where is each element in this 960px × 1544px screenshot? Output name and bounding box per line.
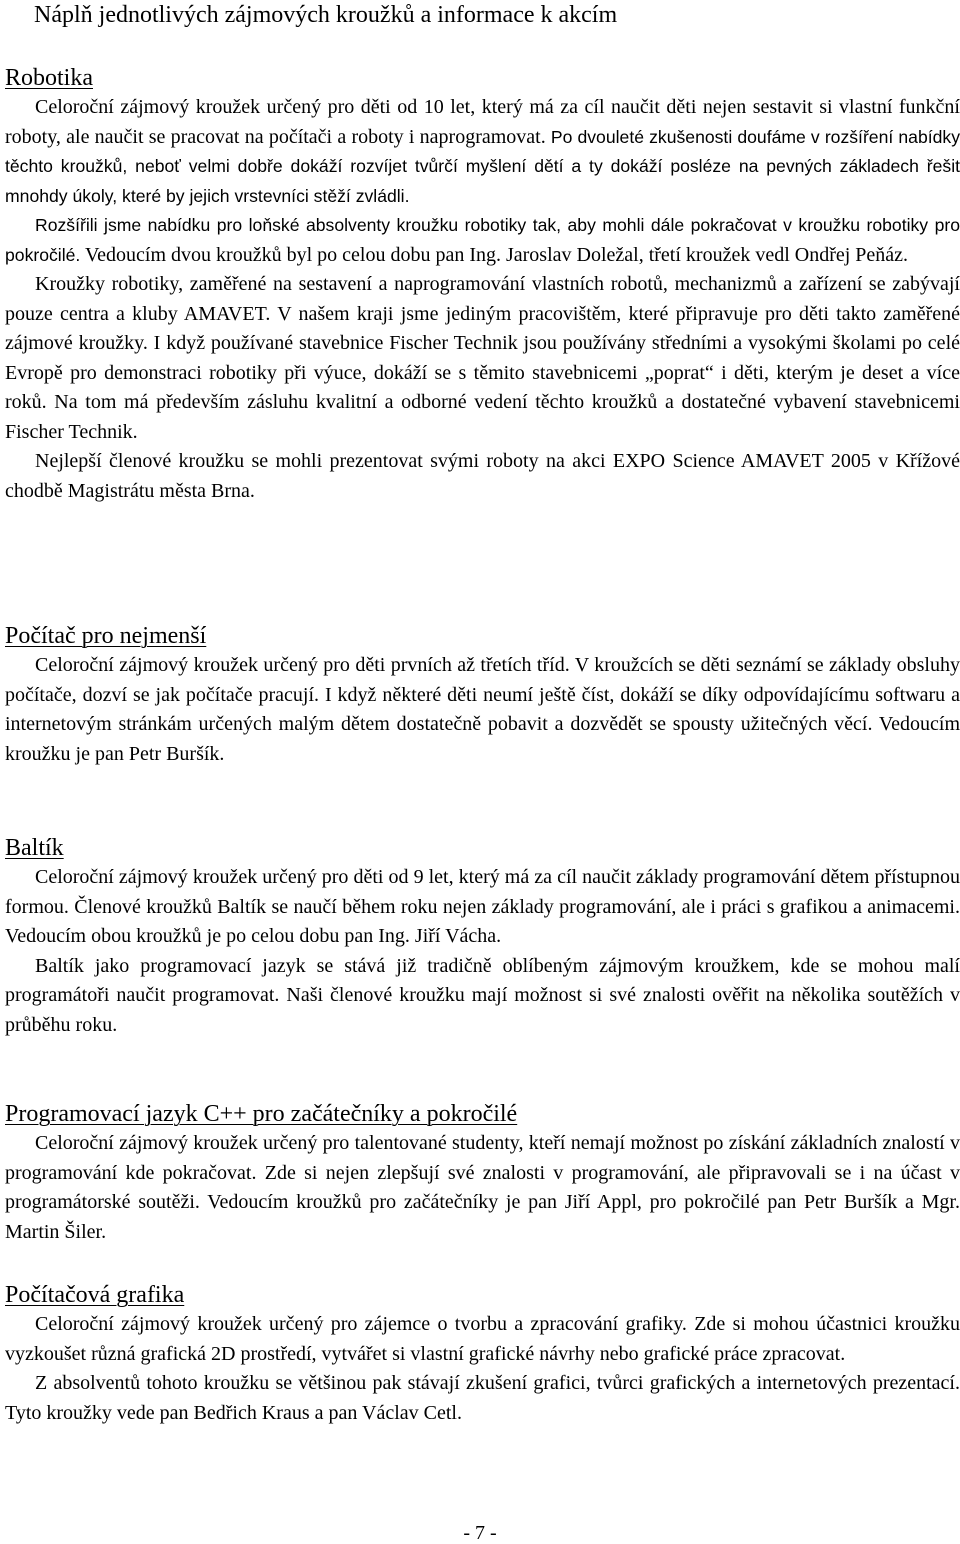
paragraph: Z absolventů tohoto kroužku se většinou pak stávají zkušení grafici, tvůrci grafických a internetových prezentací. Tyto kroužky vede pan Bedřich Kraus a pan Václav Cetl. <box>5 1372 960 1424</box>
section-heading: Baltík <box>5 835 64 861</box>
paragraph: Celoroční zájmový kroužek určený pro děti od 9 let, který má za cíl naučit základy programování dětem přístupnou formou. Členové kroužků Baltík se naučí během roku nejen základy programování, ale i práci s grafikou a animacemi. Vedoucím obou kroužků je po celou dobu pan Ing. Jiří Vácha. <box>5 866 960 947</box>
paragraph <box>5 211 960 270</box>
paragraph: Celoroční zájmový kroužek určený pro talentované studenty, kteří nemají možnost po získání základních znalostí v programování kde pokračovat. Zde si nejen zlepšují své znalosti v programování, ale připravovali se i na účast v programátorské soutěži. Vedoucím kroužků pro začátečníky je pan Jiří Appl, pro pokročilé pan Petr Buršík a Mgr. Martin Šiler. <box>5 1132 960 1243</box>
paragraph: Celoroční zájmový kroužek určený pro zájemce o tvorbu a zpracování grafiky. Zde si mohou účastnici kroužku vyzkoušet různá grafická 2D prostředí, vytvářet si vlastní grafické návrhy nebo grafické práce zpracovat. <box>5 1313 960 1365</box>
paragraph: Kroužky robotiky, zaměřené na sestavení a naprogramování vlastních robotů, mechanizmů a zařízení se zabývají pouze centra a kluby AMAVET. V našem kraji jsme jediným pracovištěm, které připravuje pro děti takto zaměřené zájmové kroužky. I když používané stavebnice Fischer Technik jsou používány středními a vysokými školami po celé Evropě pro demonstraci robotiky při výuce, dokáží se s těmito stavebnicemi „poprat“ i děti, kterým je deset a více roků. Na tom má především zásluhu kvalitní a odborné vedení těchto kroužků a dostatečné vybavení stavebnicemi Fischer Technik. <box>5 273 960 443</box>
document-title: Náplň jednotlivých zájmových kroužků a informace k akcím <box>34 2 618 28</box>
paragraph: Baltík jako programovací jazyk se stává již tradičně oblíbeným zájmovým kroužkem, kde se mohou malí programátoři naučit programovat. Naši členové kroužku mají možnost si své znalosti ověřit na několika soutěžích v průběhu roku. <box>5 954 960 1036</box>
paragraph-text: Celoroční zájmový kroužek určený pro děti od 10 let, který má za cíl naučit děti nejen sestavit si vlastní funkční roboty, ale naučit se pracovat na počítači a roboty i naprogramovat. <box>5 96 960 148</box>
section-heading: Programovací jazyk C++ pro začátečníky a pokročilé <box>5 1101 518 1127</box>
page-number: - 7 - <box>463 1522 497 1544</box>
paragraph-text: Vedoucím dvou kroužků byl po celou dobu pan Ing. Jaroslav Doležal, třetí kroužek vedl Ondřej Peňáz. <box>80 243 909 266</box>
section-pocitacova-grafika <box>5 1280 960 1428</box>
section-heading: Robotika <box>5 65 93 91</box>
paragraph: Nejlepší členové kroužku se mohli prezentovat svými roboty na akci EXPO Science AMAVET 2005 v Křížové chodbě Magistrátu města Brna. <box>5 450 960 502</box>
section-heading: Počítač pro nejmenší <box>5 623 207 649</box>
section-heading: Počítačová grafika <box>5 1282 185 1308</box>
section-pocitac-pro-nejmensi <box>5 621 960 769</box>
paragraph: Celoroční zájmový kroužek určený pro děti prvních až třetích tříd. V kroužcích se děti seznámí se základy obsluhy počítače, dozví se jak počítače pracují. I když některé děti neumí ještě číst, dokáží se díky odpovídajícímu softwaru a internetovým stránkám určených malým dětem dostatečně pobavit a dozvědět se spousty užitečných věcí. Vedoucím kroužku je pan Petr Buršík. <box>5 654 960 765</box>
paragraph-text: Po dvouleté zkušenosti doufáme v rozšíření nabídky těchto kroužků, neboť velmi dobře dokáží rozvíjet tvůrčí myšlení dětí a ty dokáží posléze na pevných základech řešit mnohdy úkoly, které by jejich vrstevníci stěží zvládli. <box>5 126 960 206</box>
paragraph-text: Rozšířili jsme nabídku pro loňské absolventy kroužku robotiky tak, aby mohli dále pokračovat v kroužku robotiky pro pokročilé. <box>5 215 960 265</box>
section-baltik <box>5 833 960 1040</box>
paragraph <box>5 93 960 211</box>
section-robotika <box>5 63 960 506</box>
section-cpp <box>5 1099 960 1247</box>
